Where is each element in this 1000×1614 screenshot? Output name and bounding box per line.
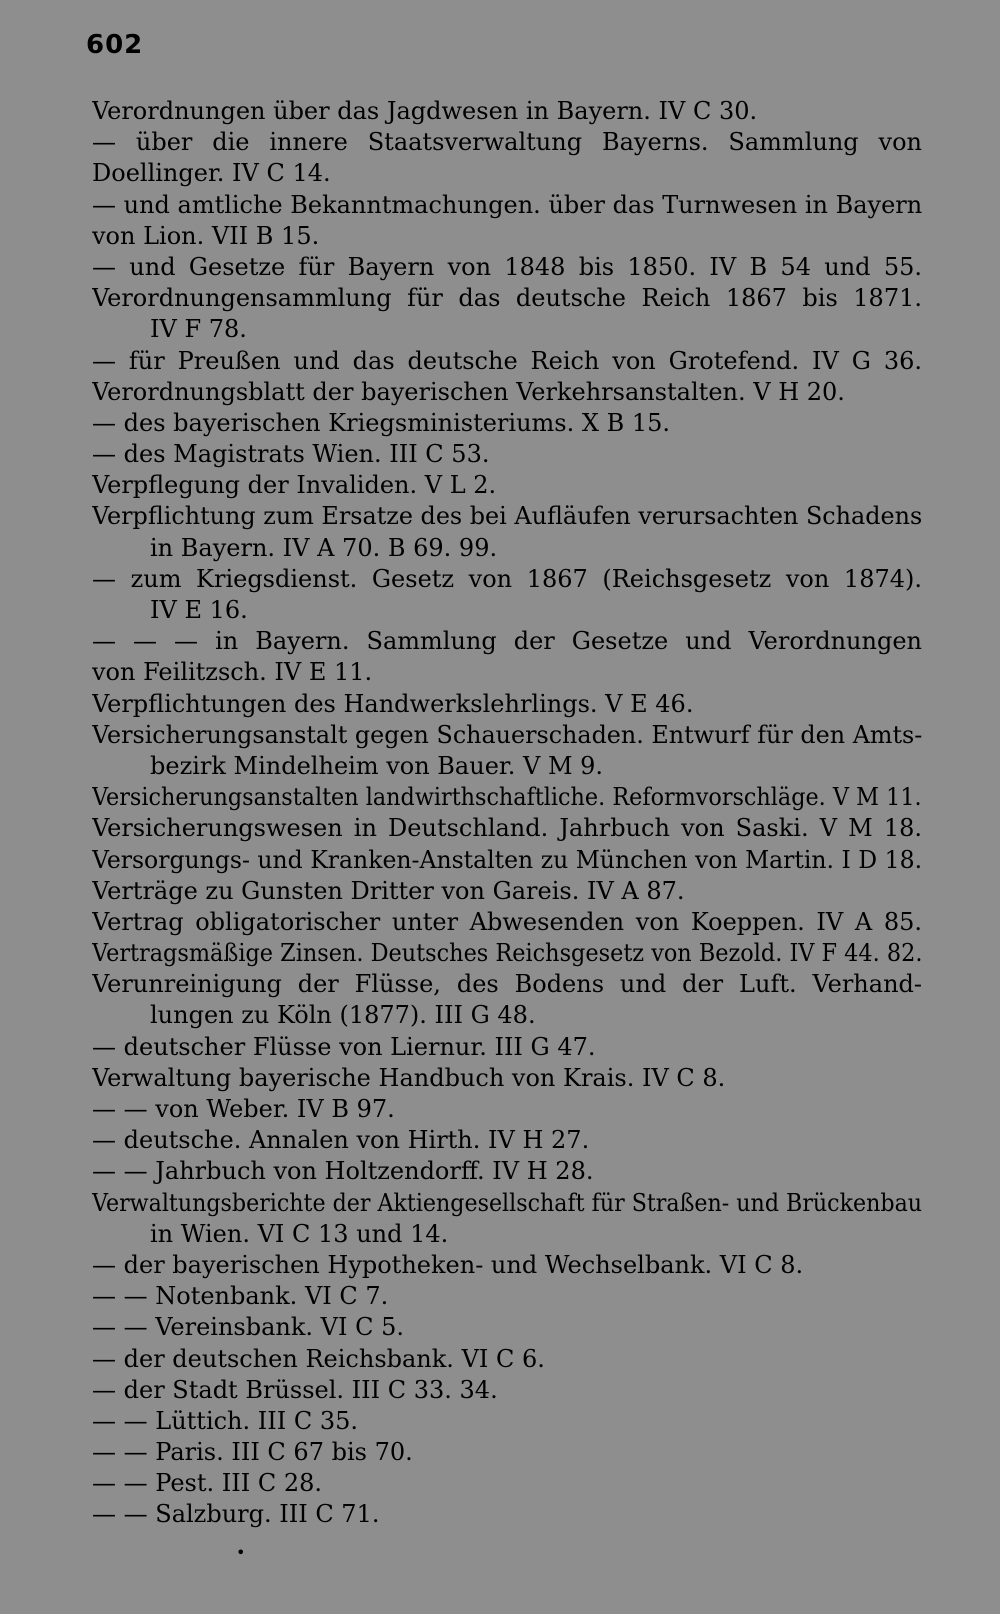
index-line: — — Salzburg. III C 71. bbox=[92, 1500, 380, 1529]
index-line: — deutscher Flüsse von Liernur. III G 47. bbox=[92, 1032, 596, 1061]
index-line: Versicherungswesen in Deutschland. Jahrbuch von Saski. V M 18. bbox=[92, 814, 922, 843]
index-line: IV E 16. bbox=[150, 596, 248, 624]
index-line: — für Preußen und das deutsche Reich von Grotefend. IV G 36. bbox=[92, 346, 922, 375]
index-line: Versicherungsanstalten landwirthschaftliche. Reformvorschläge. V M 11. bbox=[92, 783, 922, 812]
index-line: Doellinger. IV C 14. bbox=[92, 159, 331, 188]
index-line: Verwaltungsberichte der Aktiengesellschaft für Straßen- und Brückenbau bbox=[92, 1188, 922, 1217]
index-line: IV F 78. bbox=[150, 315, 247, 344]
index-line: lungen zu Köln (1877). III G 48. bbox=[150, 1001, 536, 1030]
index-line: — — Jahrbuch von Holtzendorff. IV H 28. bbox=[92, 1157, 594, 1186]
index-line: Versorgungs- und Kranken-Anstalten zu München von Martin. I D 18. bbox=[92, 845, 923, 874]
index-line: — — von Weber. IV B 97. bbox=[92, 1095, 395, 1123]
page-number: 602 bbox=[86, 30, 144, 60]
index-entries bbox=[92, 96, 942, 1531]
index-line: Versicherungsanstalt gegen Schauerschaden. Entwurf für den Amts- bbox=[92, 720, 923, 749]
index-line: — der Stadt Brüssel. III C 33. 34. bbox=[92, 1375, 498, 1404]
index-line: Vertragsmäßige Zinsen. Deutsches Reichsgesetz von Bezold. IV F 44. 82. bbox=[92, 939, 923, 968]
index-line: — und Gesetze für Bayern von 1848 bis 1850. IV B 54 und 55. bbox=[92, 252, 922, 281]
index-line: — des Magistrats Wien. III C 53. bbox=[92, 440, 490, 469]
index-line: Verunreinigung der Flüsse, des Bodens und der Luft. Verhand- bbox=[92, 970, 922, 999]
index-line: in Wien. VI C 13 und 14. bbox=[150, 1219, 449, 1248]
index-line: — — Notenbank. VI C 7. bbox=[92, 1282, 389, 1311]
index-line: — und amtliche Bekanntmachungen. über das Turnwesen in Bayern bbox=[92, 190, 923, 219]
index-line: — des bayerischen Kriegsministeriums. X B 15. bbox=[92, 408, 671, 437]
index-line: Verpflegung der Invaliden. V L 2. bbox=[92, 471, 497, 500]
index-line: bezirk Mindelheim von Bauer. V M 9. bbox=[150, 751, 604, 780]
index-line: von Lion. VII B 15. bbox=[92, 221, 320, 250]
index-line: in Bayern. IV A 70. B 69. 99. bbox=[150, 533, 498, 562]
index-line: — — — in Bayern. Sammlung der Gesetze und Verordnungen bbox=[92, 627, 922, 656]
index-line: — — Pest. III C 28. bbox=[92, 1469, 322, 1498]
index-line: Verpflichtung zum Ersatze des bei Aufläufen verursachten Schadens bbox=[92, 502, 922, 531]
ink-dot: • bbox=[236, 1543, 246, 1562]
index-line: — der bayerischen Hypotheken- und Wechselbank. VI C 8. bbox=[92, 1250, 804, 1279]
index-line: — — Lüttich. III C 35. bbox=[92, 1406, 359, 1435]
index-line: Verpflichtungen des Handwerkslehrlings. V E 46. bbox=[92, 689, 694, 718]
index-line: Verordnungen über das Jagdwesen in Bayern. IV C 30. bbox=[92, 97, 758, 125]
index-line: von Feilitzsch. IV E 11. bbox=[92, 658, 373, 687]
index-line: Verwaltung bayerische Handbuch von Krais. IV C 8. bbox=[92, 1063, 726, 1092]
index-line: Verordnungensammlung für das deutsche Reich 1867 bis 1871. bbox=[92, 284, 922, 313]
index-line: — — Vereinsbank. VI C 5. bbox=[92, 1313, 404, 1342]
index-line: — zum Kriegsdienst. Gesetz von 1867 (Reichsgesetz von 1874). bbox=[92, 564, 922, 593]
index-line: Verträge zu Gunsten Dritter von Gareis. IV A 87. bbox=[92, 876, 685, 905]
index-line: Vertrag obligatorischer unter Abwesenden von Koeppen. IV A 85. bbox=[92, 907, 922, 936]
index-line: — deutsche. Annalen von Hirth. IV H 27. bbox=[92, 1126, 590, 1155]
index-line: Verordnungsblatt der bayerischen Verkehrsanstalten. V H 20. bbox=[92, 377, 845, 406]
index-line: — der deutschen Reichsbank. VI C 6. bbox=[92, 1344, 545, 1373]
index-line: — über die innere Staatsverwaltung Bayerns. Sammlung von bbox=[92, 128, 922, 157]
index-line: — — Paris. III C 67 bis 70. bbox=[92, 1438, 413, 1467]
